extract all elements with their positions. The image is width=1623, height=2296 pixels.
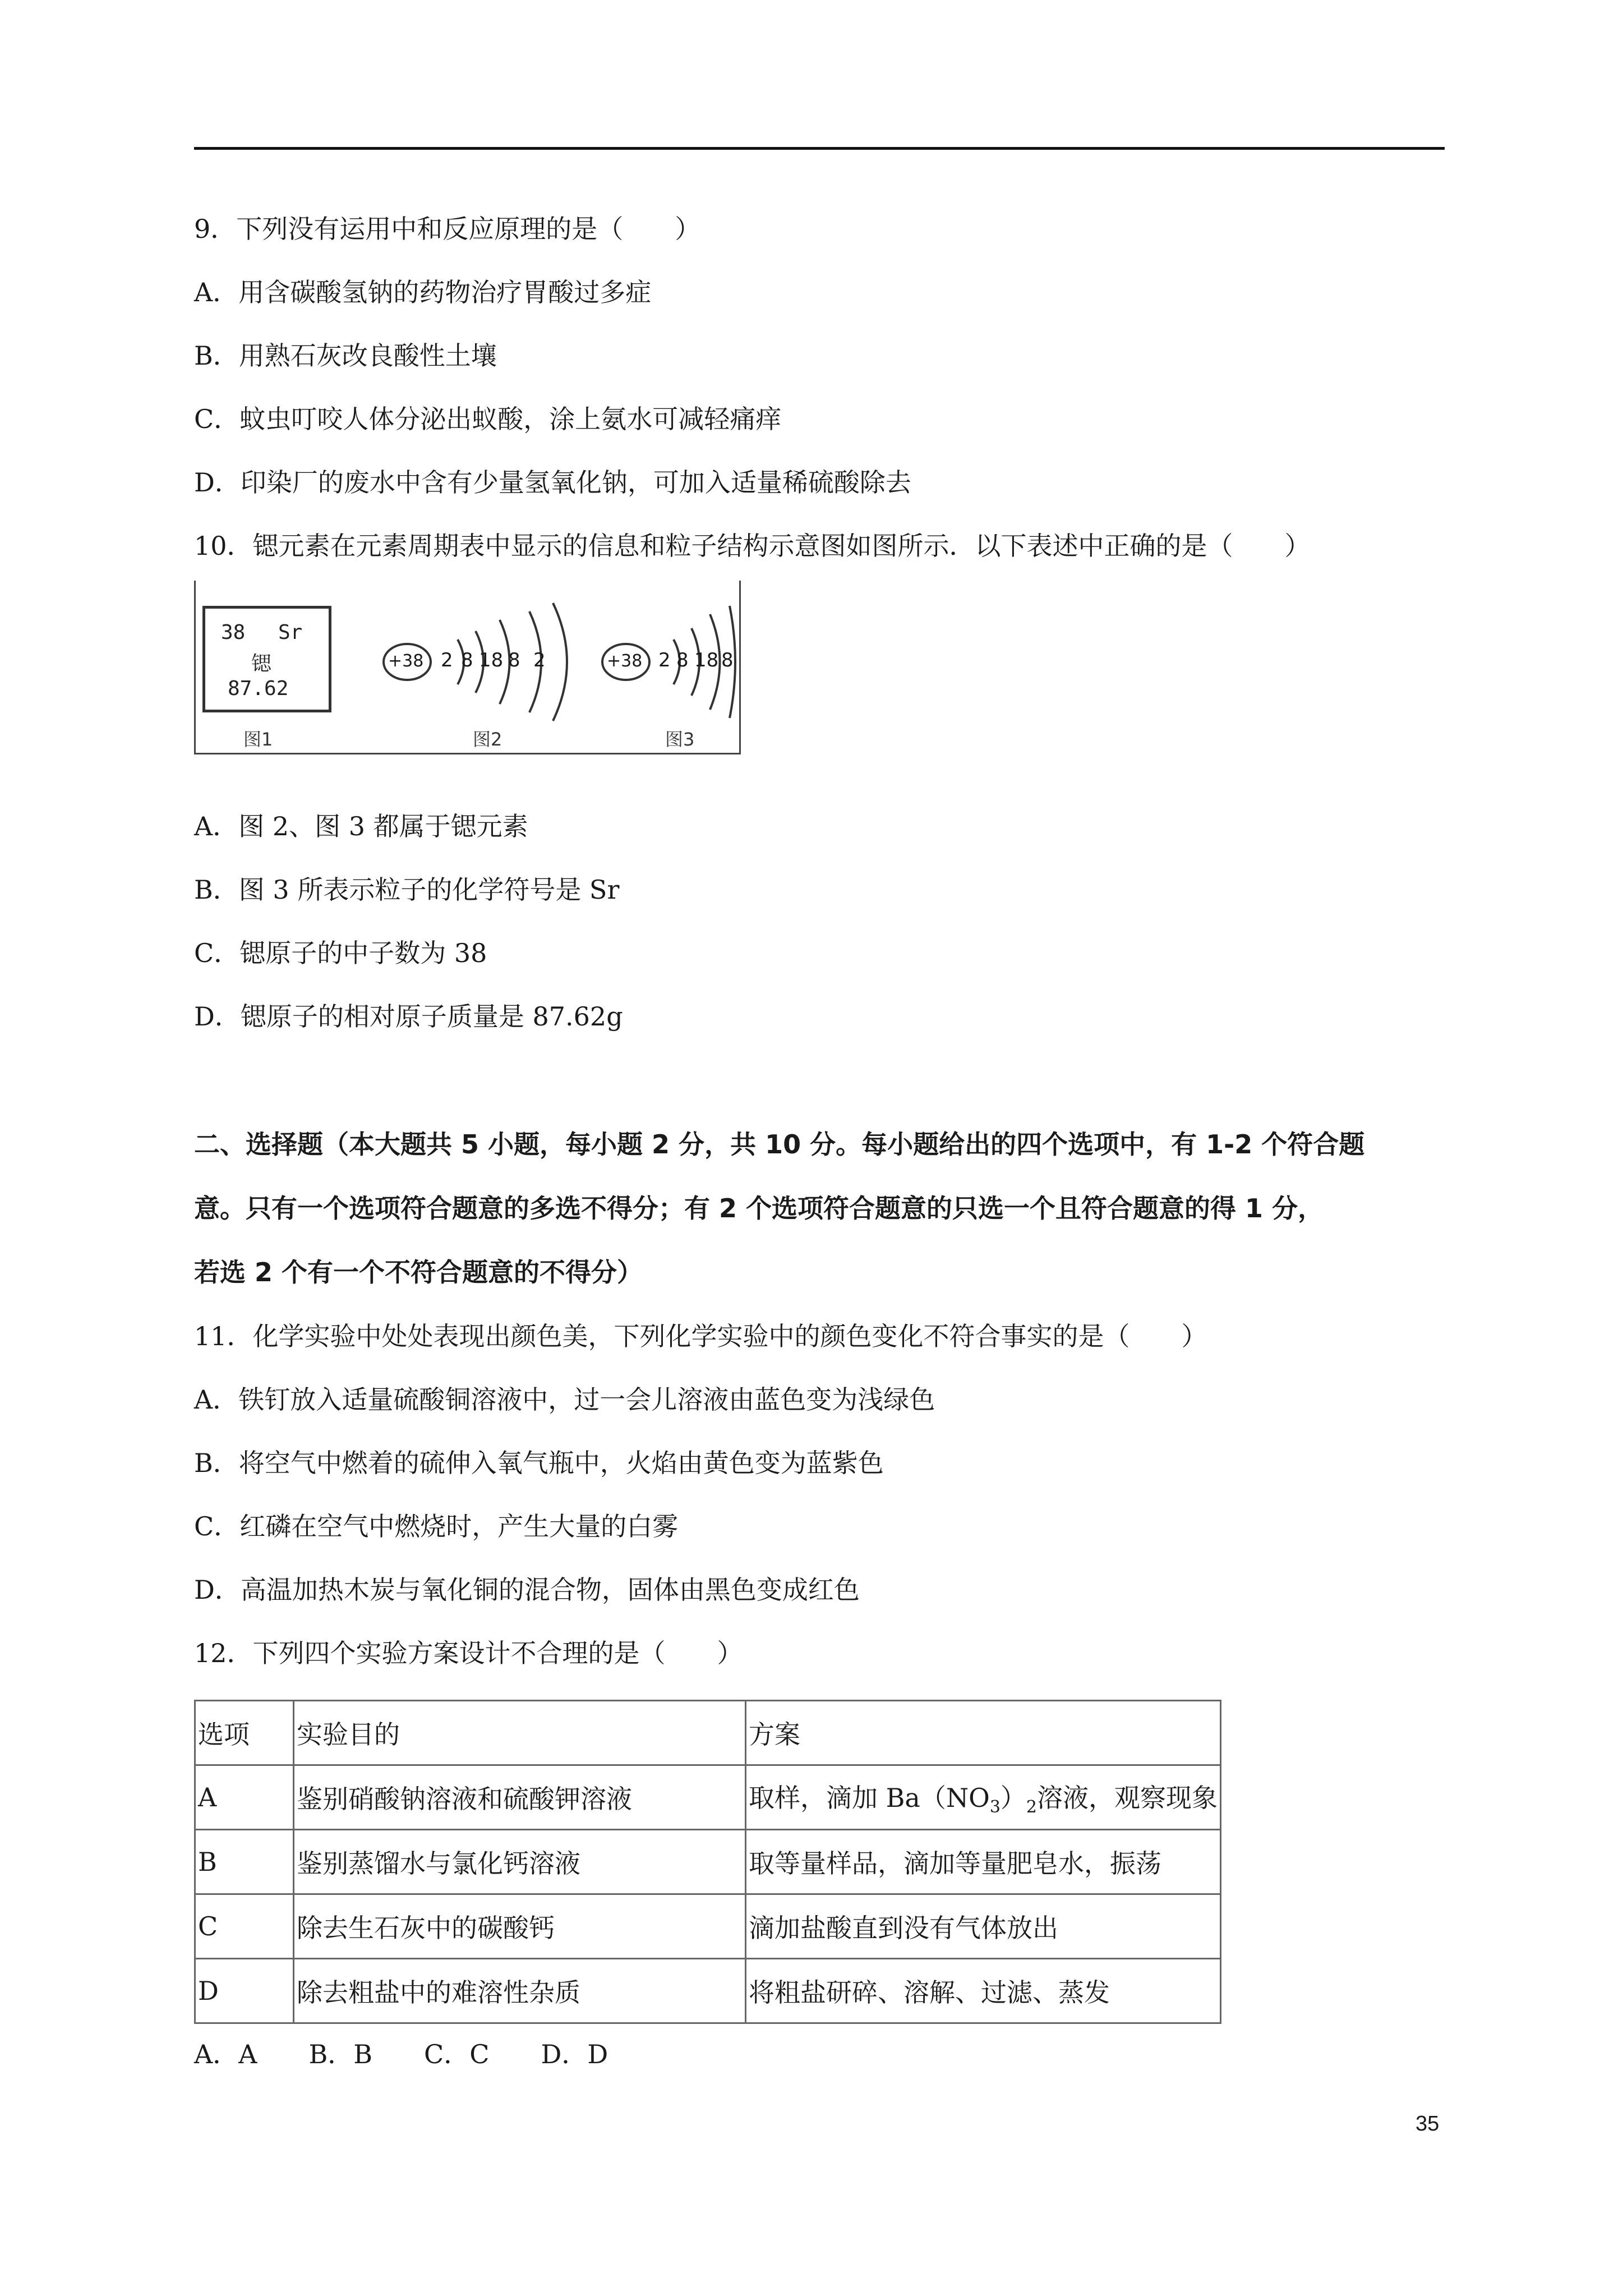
shell-electrons: 2 xyxy=(441,649,453,671)
shell-electrons: 8 xyxy=(721,649,734,671)
q9-stem: 9．下列没有运用中和反应原理的是（ ） xyxy=(194,214,701,244)
subscript: 3 xyxy=(989,1797,1000,1818)
q9-option-c: C．蚊虫叮咬人体分泌出蚁酸，涂上氨水可减轻痛痒 xyxy=(194,404,782,434)
q11-option-d: D．高温加热木炭与氧化铜的混合物，固体由黑色变成红色 xyxy=(194,1575,860,1605)
q10-option-b: B．图 3 所表示粒子的化学符号是 Sr xyxy=(194,875,620,905)
q10-option-a: A．图 2、图 3 都属于锶元素 xyxy=(194,811,528,841)
shell-electrons: 2 xyxy=(533,649,546,671)
q11-option-a: A．铁钉放入适量硫酸铜溶液中，过一会儿溶液由蓝色变为浅绿色 xyxy=(194,1384,935,1415)
atomic-number: 38 xyxy=(221,621,246,644)
table-cell: 除去粗盐中的难溶性杂质 xyxy=(294,1959,746,2023)
shell-electrons: 18 xyxy=(694,649,719,671)
figure-label-2: 图2 xyxy=(473,729,502,750)
table-cell: 滴加盐酸直到没有气体放出 xyxy=(746,1894,1221,1959)
element-symbol: Sr xyxy=(278,621,303,644)
shell-electrons: 18 xyxy=(479,649,504,671)
q11-option-b: B．将空气中燃着的硫伸入氧气瓶中，火焰由黄色变为蓝紫色 xyxy=(194,1448,884,1478)
q10-option-d: D．锶原子的相对原子质量是 87.62g xyxy=(194,1001,623,1032)
q9-option-b: B．用熟石灰改良酸性土壤 xyxy=(194,341,497,371)
q11-stem: 11．化学实验中处处表现出颜色美，下列化学实验中的颜色变化不符合事实的是（ ） xyxy=(194,1321,1207,1351)
table-cell: A xyxy=(195,1765,294,1830)
header-rule xyxy=(194,147,1445,150)
page-number: 35 xyxy=(1415,2112,1440,2136)
q12-stem: 12．下列四个实验方案设计不合理的是（ ） xyxy=(194,1638,743,1668)
plan-text: ） xyxy=(1000,1782,1026,1813)
shell-electrons: 2 xyxy=(658,649,671,671)
table-cell: 除去生石灰中的碳酸钙 xyxy=(294,1894,746,1959)
figure-label-1: 图1 xyxy=(243,729,273,750)
plan-text: 溶液，观察现象 xyxy=(1037,1782,1218,1813)
table-cell: D xyxy=(195,1959,294,2023)
table-cell: 将粗盐研碎、溶解、过滤、蒸发 xyxy=(746,1959,1221,2023)
table-cell: 取等量样品，滴加等量肥皂水，振荡 xyxy=(746,1830,1221,1894)
table-cell xyxy=(746,1765,1221,1830)
table-cell: B xyxy=(195,1830,294,1894)
strontium-figure xyxy=(194,581,741,754)
table-cell: 鉴别蒸馏水与氯化钙溶液 xyxy=(294,1830,746,1894)
nucleus-charge: +38 xyxy=(607,651,643,671)
table-cell: 鉴别硝酸钠溶液和硫酸钾溶液 xyxy=(294,1765,746,1830)
table-header: 方案 xyxy=(746,1701,1221,1765)
table-row xyxy=(195,1959,1221,2023)
nucleus-charge: +38 xyxy=(388,651,424,671)
table-header: 选项 xyxy=(195,1701,294,1765)
table-row xyxy=(195,1830,1221,1894)
shell-electrons: 8 xyxy=(461,649,473,671)
shell-electrons: 8 xyxy=(508,649,520,671)
atomic-mass: 87.62 xyxy=(228,677,289,700)
figure-label-3: 图3 xyxy=(665,729,695,750)
table-header: 实验目的 xyxy=(294,1701,746,1765)
element-name: 锶 xyxy=(251,652,272,675)
section-heading: 意。只有一个选项符合题意的多选不得分；有 2 个选项符合题意的只选一个且符合题意的得 1 分， xyxy=(194,1193,1324,1223)
q11-option-c: C．红磷在空气中燃烧时，产生大量的白雾 xyxy=(194,1511,679,1542)
q9-option-a: A．用含碳酸氢钠的药物治疗胃酸过多症 xyxy=(194,277,652,307)
q9-option-d: D．印染厂的废水中含有少量氢氧化钠，可加入适量稀硫酸除去 xyxy=(194,467,911,498)
table-row xyxy=(195,1894,1221,1959)
table-cell: C xyxy=(195,1894,294,1959)
table-header-row xyxy=(195,1701,1221,1765)
q10-stem: 10．锶元素在元素周期表中显示的信息和粒子结构示意图如图所示．以下表述中正确的是（ ） xyxy=(194,531,1311,561)
q12-answer-options: A．A B．B C．C D．D xyxy=(194,2039,608,2069)
section-heading: 二、选择题（本大题共 5 小题，每小题 2 分，共 10 分。每小题给出的四个选项中，有 1-2 个符合题 xyxy=(194,1129,1365,1159)
plan-text: 取样，滴加 Ba（NO xyxy=(749,1782,990,1813)
experiment-table xyxy=(194,1700,1221,2024)
section-heading: 若选 2 个有一个不符合题意的不得分） xyxy=(194,1257,643,1287)
q10-option-c: C．锶原子的中子数为 38 xyxy=(194,938,487,968)
subscript: 2 xyxy=(1026,1797,1037,1818)
table-row xyxy=(195,1765,1221,1830)
shell-electrons: 8 xyxy=(676,649,689,671)
